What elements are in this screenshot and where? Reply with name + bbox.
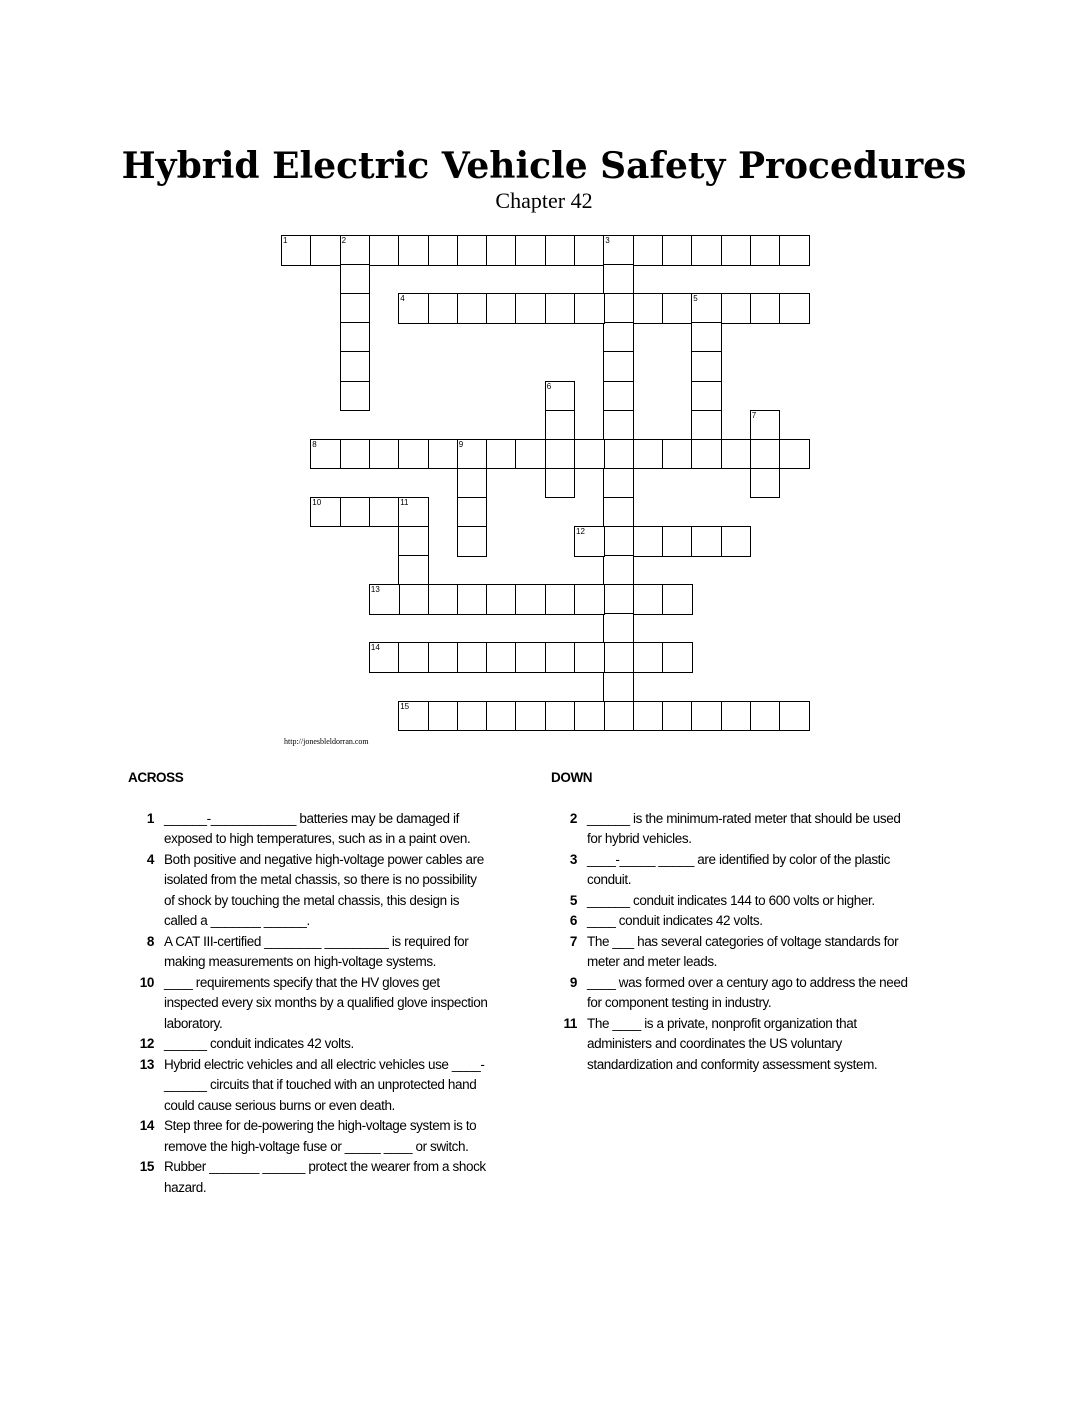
crossword-cell[interactable] <box>457 439 488 470</box>
clue-number: 9 <box>569 974 577 990</box>
clue-text: ____ requirements specify that the HV gloves get inspected every six months by a qualified glove inspection laboratory. <box>164 974 488 1031</box>
down-clue <box>551 911 916 932</box>
crossword-cell[interactable] <box>603 381 634 412</box>
down-clues <box>551 768 916 1075</box>
crossword-cell[interactable] <box>515 701 546 732</box>
crossword-cell[interactable] <box>486 293 517 324</box>
crossword-cell[interactable] <box>603 410 634 441</box>
crossword-cell[interactable] <box>340 235 371 266</box>
crossword-cell[interactable] <box>691 439 722 470</box>
crossword-cell[interactable] <box>721 701 752 732</box>
crossword-cell[interactable] <box>545 584 576 615</box>
crossword-cell[interactable] <box>721 439 752 470</box>
crossword-cell[interactable] <box>633 701 664 732</box>
crossword-cell[interactable] <box>486 235 517 266</box>
clue-text: ______-____________ batteries may be damaged if exposed to high temperatures, such as in a paint oven. <box>164 810 471 846</box>
crossword-cell[interactable] <box>691 381 722 412</box>
crossword-cell[interactable] <box>603 613 634 644</box>
cell-number: 5 <box>693 294 698 304</box>
crossword-cell[interactable] <box>633 642 664 673</box>
cell-number: 3 <box>605 236 610 245</box>
down-clue <box>551 932 916 973</box>
crossword-cell[interactable] <box>750 293 781 324</box>
clue-text: ______ is the minimum-rated meter that should be used for hybrid vehicles. <box>587 810 901 846</box>
clue-number: 13 <box>139 1056 154 1072</box>
cell-number: 1 <box>283 236 288 245</box>
crossword-cell[interactable] <box>369 439 400 470</box>
cell-number: 8 <box>312 439 317 449</box>
crossword-cell[interactable] <box>633 293 664 324</box>
crossword-cell[interactable] <box>486 701 517 732</box>
clue-text: Step three for de-powering the high-voltage system is to remove the high-voltage fuse or _____ ____ or switch. <box>164 1118 477 1154</box>
clue-text: ____-_____ _____ are identified by color of the plastic conduit. <box>587 851 890 887</box>
crossword-cell[interactable] <box>281 235 312 266</box>
crossword-cell[interactable] <box>662 584 693 615</box>
clue-number: 15 <box>139 1159 154 1174</box>
crossword-cell[interactable] <box>691 410 722 441</box>
clue-text: A CAT III-certified ________ _________ is required for making measurements on high-voltage systems. <box>164 933 469 969</box>
crossword-cell[interactable] <box>428 439 459 470</box>
crossword-cell[interactable] <box>750 439 781 470</box>
crossword-cell[interactable] <box>574 235 605 266</box>
down-clue <box>551 891 916 912</box>
crossword-cell[interactable] <box>486 439 517 470</box>
crossword-cell[interactable] <box>398 555 429 586</box>
crossword-cell[interactable] <box>457 701 488 732</box>
crossword-cell[interactable] <box>428 584 459 615</box>
crossword-cell[interactable] <box>574 701 605 732</box>
crossword-cell[interactable] <box>662 235 693 266</box>
across-clue <box>128 1116 488 1157</box>
crossword-cell[interactable] <box>603 351 634 382</box>
clue-text: Hybrid electric vehicles and all electric vehicles use ____-______ circuits that if touched with an unprotected hand could cause serious burns or even death. <box>164 1056 485 1113</box>
crossword-cell[interactable] <box>545 701 576 732</box>
down-heading: DOWN <box>551 770 593 785</box>
cell-number: 6 <box>546 381 552 391</box>
crossword-cell[interactable] <box>398 439 429 470</box>
crossword-cell[interactable] <box>603 672 634 703</box>
crossword-cell[interactable] <box>662 526 693 557</box>
crossword-cell[interactable] <box>340 293 371 324</box>
crossword-cell[interactable] <box>428 235 459 266</box>
crossword-cell[interactable] <box>457 293 488 324</box>
clue-text: The ____ is a private, nonprofit organization that administers and coordinates the US voluntary standardization and conformity assessment system. <box>587 1015 878 1072</box>
clue-number: 2 <box>569 810 577 826</box>
crossword-cell[interactable] <box>721 293 752 324</box>
crossword-cell[interactable] <box>545 381 576 412</box>
crossword-cell[interactable] <box>515 235 546 266</box>
clue-number: 12 <box>139 1036 154 1051</box>
crossword-cell[interactable] <box>691 526 722 557</box>
across-clue <box>128 809 488 850</box>
crossword-cell[interactable] <box>515 584 546 615</box>
crossword-cell[interactable] <box>428 293 459 324</box>
clue-text: ____ was formed over a century ago to address the need for component testing in industry. <box>587 974 908 1010</box>
crossword-cell[interactable] <box>486 584 517 615</box>
cell-number: 9 <box>458 439 464 449</box>
crossword-cell[interactable] <box>662 642 693 673</box>
crossword-cell[interactable] <box>515 439 546 470</box>
crossword-cell[interactable] <box>691 351 722 382</box>
crossword-cell[interactable] <box>340 351 371 382</box>
crossword-cell[interactable] <box>691 235 722 266</box>
page-subtitle: Chapter 42 <box>495 188 593 213</box>
crossword-cell[interactable] <box>457 642 488 673</box>
crossword-cell[interactable] <box>457 497 488 528</box>
crossword-cell[interactable] <box>340 322 371 353</box>
crossword-cell[interactable] <box>779 235 810 266</box>
across-clues <box>128 768 488 1198</box>
crossword-cell[interactable] <box>662 293 693 324</box>
crossword-cell[interactable] <box>398 235 429 266</box>
crossword-cell[interactable] <box>545 439 576 470</box>
crossword-cell[interactable] <box>398 497 429 528</box>
crossword-cell[interactable] <box>310 439 341 470</box>
crossword-cell[interactable] <box>574 584 605 615</box>
crossword-cell[interactable] <box>603 235 634 266</box>
crossword-cell[interactable] <box>633 584 664 615</box>
crossword-cell[interactable] <box>574 526 605 557</box>
clue-text: Both positive and negative high-voltage power cables are isolated from the metal chassis, so there is no possibility of shock by touching the metal chassis, this design is called a _______ ______. <box>164 851 484 928</box>
crossword-cell[interactable] <box>603 497 634 528</box>
cell-number: 13 <box>370 585 380 595</box>
crossword-cell[interactable] <box>545 468 576 499</box>
crossword-cell[interactable] <box>691 701 722 732</box>
crossword-cell[interactable] <box>340 264 371 295</box>
crossword-cell[interactable] <box>603 439 634 470</box>
crossword-cell[interactable] <box>428 642 459 673</box>
clue-number: 11 <box>563 1015 577 1031</box>
crossword-cell[interactable] <box>369 642 400 673</box>
crossword-cell[interactable] <box>428 701 459 732</box>
crossword-cell[interactable] <box>662 439 693 470</box>
crossword-cell[interactable] <box>633 439 664 470</box>
crossword-cell[interactable] <box>721 526 752 557</box>
crossword-cell[interactable] <box>310 235 341 266</box>
crossword-cell[interactable] <box>603 701 634 732</box>
crossword-cell[interactable] <box>750 410 781 441</box>
crossword-cell[interactable] <box>398 642 429 673</box>
crossword-cell[interactable] <box>750 468 781 499</box>
crossword-cell[interactable] <box>515 293 546 324</box>
cell-number: 2 <box>341 236 347 245</box>
cell-number: 4 <box>400 294 405 304</box>
crossword-cell[interactable] <box>779 439 810 470</box>
crossword-cell[interactable] <box>603 555 634 586</box>
across-clue <box>128 850 488 932</box>
crossword-cell[interactable] <box>662 701 693 732</box>
crossword-cell[interactable] <box>340 381 371 412</box>
crossword-cell[interactable] <box>603 468 634 499</box>
crossword-cell[interactable] <box>750 701 781 732</box>
cell-number: 7 <box>751 410 757 420</box>
crossword-cell[interactable] <box>310 497 341 528</box>
crossword-cell[interactable] <box>369 497 400 528</box>
across-clue <box>128 1034 488 1055</box>
across-clue <box>128 1157 488 1198</box>
across-heading: ACROSS <box>128 770 184 785</box>
clue-number: 5 <box>569 892 577 908</box>
clue-number: 10 <box>139 974 154 990</box>
cell-number: 14 <box>370 643 380 653</box>
clue-number: 1 <box>146 810 154 826</box>
down-clue <box>551 809 916 850</box>
clue-number: 4 <box>146 851 154 867</box>
across-clue <box>128 973 488 1035</box>
crossword-cell[interactable] <box>457 235 488 266</box>
crossword-cell[interactable] <box>545 293 576 324</box>
crossword-cell[interactable] <box>691 322 722 353</box>
crossword-cell[interactable] <box>574 439 605 470</box>
crossword-cell[interactable] <box>574 293 605 324</box>
clue-number: 8 <box>146 933 154 949</box>
clue-text: Rubber _______ ______ protect the wearer from a shock hazard. <box>164 1159 486 1195</box>
clue-text: ______ conduit indicates 144 to 600 volts or higher. <box>587 892 875 908</box>
crossword-cell[interactable] <box>369 235 400 266</box>
down-clue <box>551 1014 916 1076</box>
down-clue-list <box>551 809 916 1076</box>
cell-number: 10 <box>312 497 322 507</box>
clue-text: The ___ has several categories of voltage standards for meter and meter leads. <box>587 933 899 969</box>
crossword-cell[interactable] <box>457 526 488 557</box>
crossword-cell[interactable] <box>779 293 810 324</box>
cell-number: 11 <box>400 497 409 507</box>
crossword-cell[interactable] <box>545 235 576 266</box>
crossword-cell[interactable] <box>486 642 517 673</box>
crossword-cell[interactable] <box>633 235 664 266</box>
across-clue <box>128 932 488 973</box>
across-clue-list <box>128 809 488 1199</box>
crossword-cell[interactable] <box>603 293 634 324</box>
crossword-cell[interactable] <box>398 526 429 557</box>
clue-text: ____ conduit indicates 42 volts. <box>587 913 763 928</box>
crossword-cell[interactable] <box>398 584 429 615</box>
across-clue <box>128 1055 488 1117</box>
cell-number: 15 <box>400 701 410 711</box>
clue-text: ______ conduit indicates 42 volts. <box>164 1036 354 1051</box>
crossword-cell[interactable] <box>340 497 371 528</box>
crossword-cell[interactable] <box>340 439 371 470</box>
clue-number: 6 <box>569 913 577 928</box>
crossword-cell[interactable] <box>398 293 429 324</box>
crossword-cell[interactable] <box>545 410 576 441</box>
crossword-cell[interactable] <box>574 642 605 673</box>
crossword-cell[interactable] <box>779 701 810 732</box>
clue-number: 14 <box>139 1118 154 1133</box>
crossword-cell[interactable] <box>603 322 634 353</box>
crossword-cell[interactable] <box>721 235 752 266</box>
crossword-cell[interactable] <box>515 642 546 673</box>
crossword-cell[interactable] <box>369 584 400 615</box>
crossword-cell[interactable] <box>633 526 664 557</box>
down-clue <box>551 850 916 891</box>
crossword-cell[interactable] <box>545 642 576 673</box>
crossword-cell[interactable] <box>457 468 488 499</box>
clue-number: 3 <box>569 851 577 867</box>
crossword-cell[interactable] <box>603 264 634 295</box>
crossword-cell[interactable] <box>603 642 634 673</box>
crossword-cell[interactable] <box>603 584 634 615</box>
crossword-cell[interactable] <box>750 235 781 266</box>
down-clue <box>551 973 916 1014</box>
cell-number: 12 <box>576 527 585 536</box>
crossword-cell[interactable] <box>457 584 488 615</box>
page-title: Hybrid Electric Vehicle Safety Procedures <box>121 145 967 187</box>
credit-url: http://jonesbleldorran.com <box>284 737 369 746</box>
crossword-cell[interactable] <box>603 526 634 557</box>
clue-number: 7 <box>569 933 577 949</box>
crossword-cell[interactable] <box>398 701 429 732</box>
crossword-cell[interactable] <box>691 293 722 324</box>
